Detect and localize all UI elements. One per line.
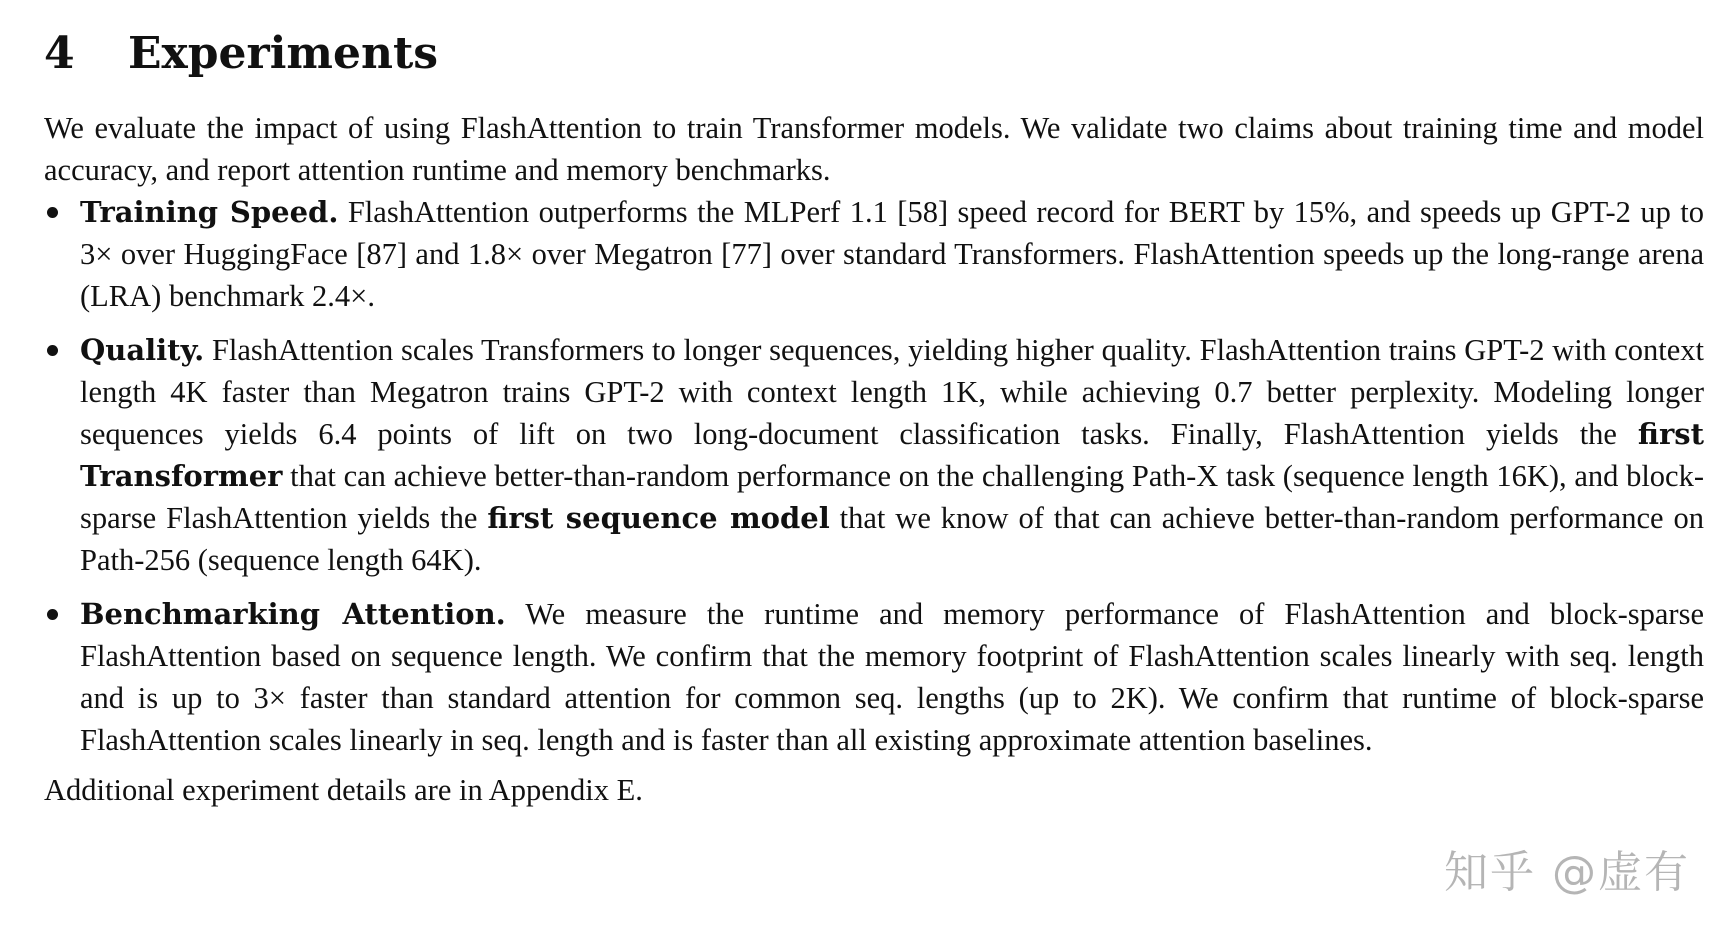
section-heading	[44, 28, 1704, 81]
bullet-training-speed	[44, 191, 1704, 317]
bullet-benchmarking-attention	[44, 593, 1704, 761]
bullet-quality	[44, 329, 1704, 581]
section-title: Experiments	[128, 28, 439, 79]
bullet-text-benchmarking: We measure the runtime and memory performance of FlashAttention and block-sparse FlashAttention based on sequence length. We confirm that the memory footprint of FlashAttention scales linearly with seq. length and is up to 3× faster than standard attention for common seq. lengths (up to 2K). We confirm that runtime of block-sparse FlashAttention scales linearly in seq. length and is faster than all existing approximate attention baselines.	[80, 596, 1704, 757]
intro-paragraph: We evaluate the impact of using FlashAttention to train Transformer models. We validate two claims about training time and model accuracy, and report attention runtime and memory benchmarks.	[44, 110, 1704, 187]
bullet-text-quality-a: FlashAttention scales Transformers to longer sequences, yielding higher quality. FlashAttention trains GPT-2 with context length 4K faster than Megatron trains GPT-2 with context length 1K, while achieving 0.7 better perplexity. Modeling longer sequences yields 6.4 points of lift on two long-document classification tasks. Finally, FlashAttention yields the	[80, 332, 1704, 451]
bullet-text-quality-c: that we know of that can achieve better-than-random performance on Path-256 (sequence length 64K).	[80, 500, 1704, 577]
bullet-lead-training-speed: Training Speed.	[80, 194, 339, 229]
section-number: 4	[44, 28, 75, 79]
paper-page	[44, 28, 1704, 811]
bullet-text-training-speed: FlashAttention outperforms the MLPerf 1.1 [58] speed record for BERT by 15%, and speeds up GPT-2 up to 3× over HuggingFace [87] and 1.8× over Megatron [77] over standard Transformers. FlashAttention speeds up the long-range arena (LRA) benchmark 2.4×.	[80, 194, 1704, 313]
bullet-lead-benchmarking: Benchmarking Attention.	[80, 596, 506, 631]
bullet-lead-quality: Quality.	[80, 332, 205, 367]
bullet-text-quality-b: that can achieve better-than-random performance on the challenging Path-X task (sequence length 16K), and block-sparse FlashAttention yields the	[80, 458, 1704, 535]
emphasis-first-transformer: first Transformer	[80, 416, 1704, 493]
emphasis-first-sequence-model: first sequence model	[487, 500, 830, 535]
closing-paragraph: Additional experiment details are in Appendix E.	[44, 772, 643, 807]
claims-list	[44, 191, 1704, 761]
zhihu-watermark: 知乎 @虚有	[1444, 847, 1690, 898]
